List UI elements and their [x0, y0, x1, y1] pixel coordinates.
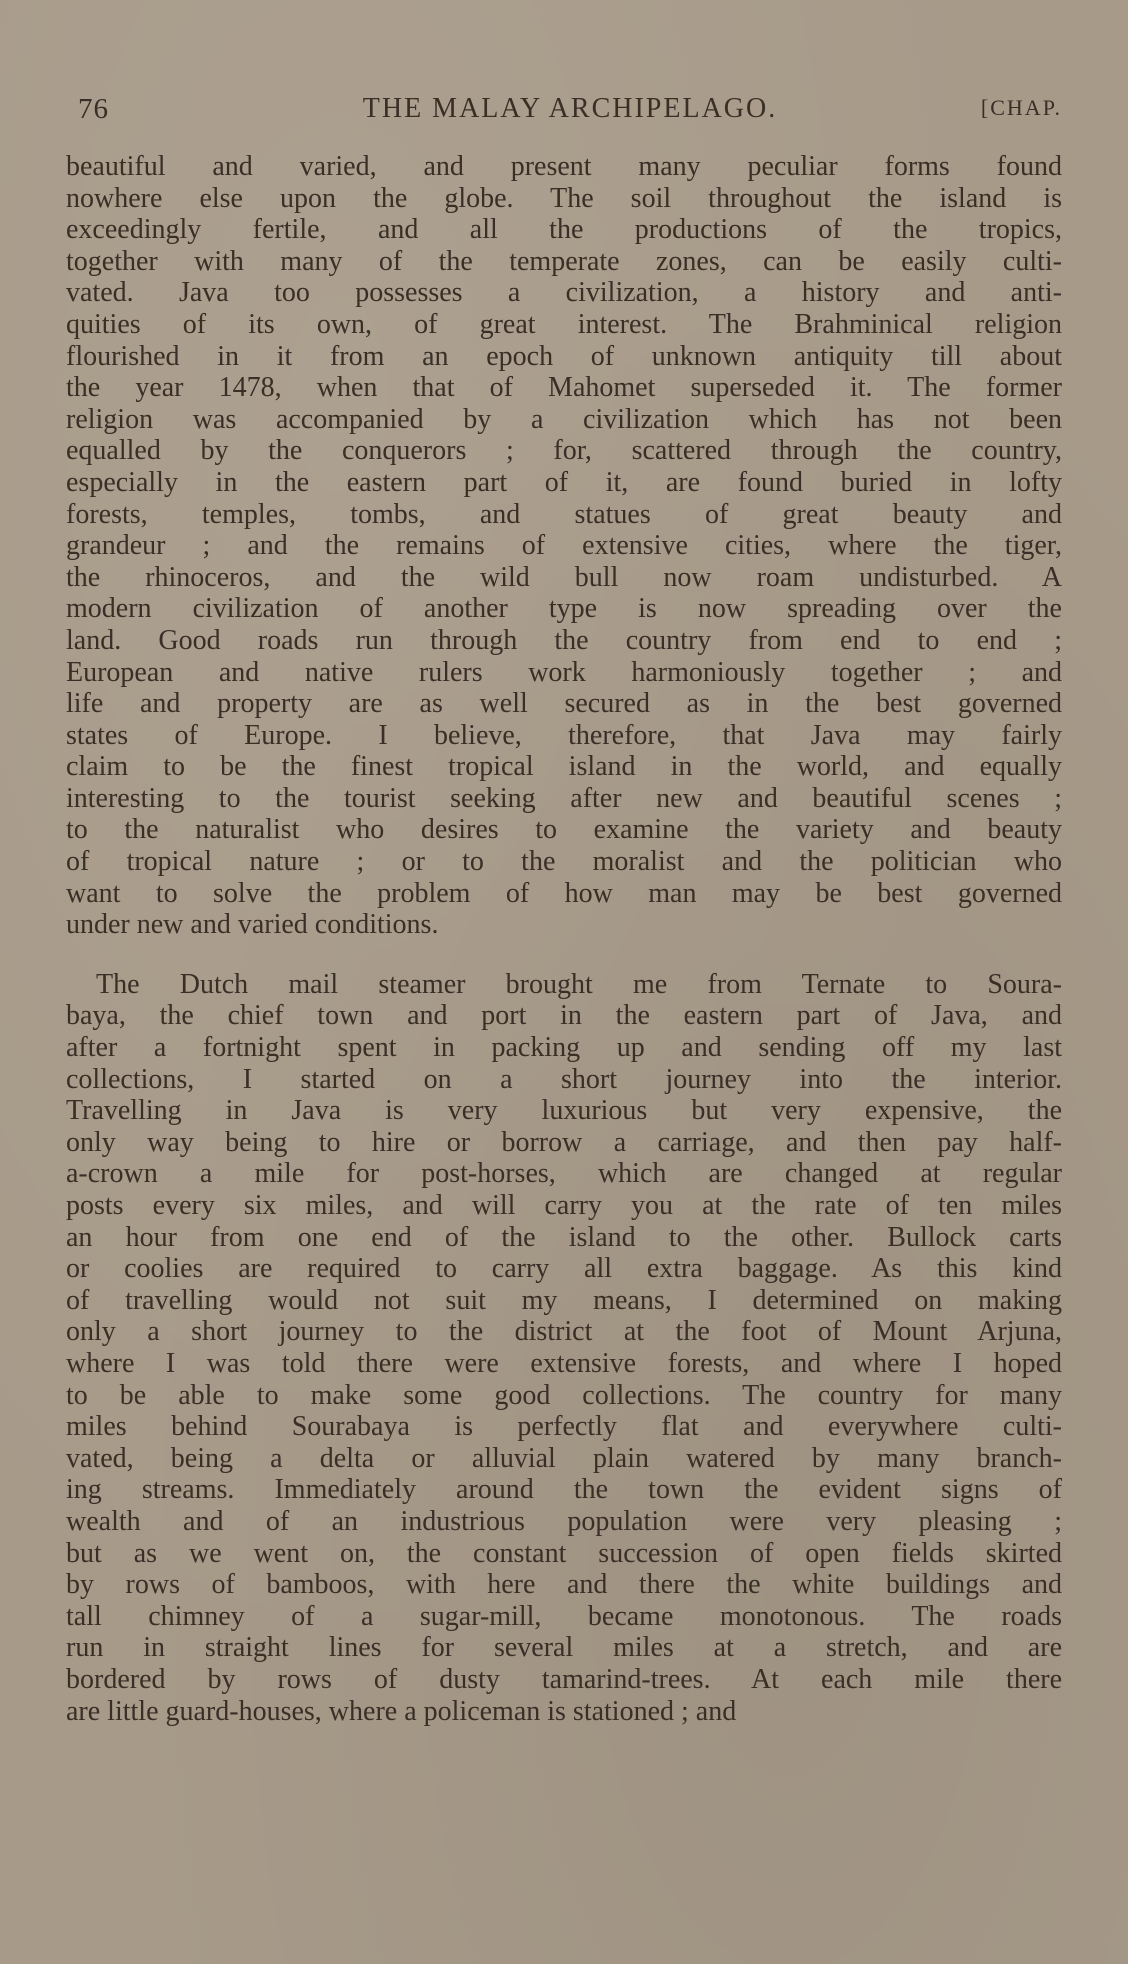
text-line: European and native rulers work harmoniously together ; and	[66, 656, 1062, 688]
text-line: claim to be the finest tropical island in the world, and equally	[66, 751, 1062, 783]
paragraph	[66, 151, 1062, 941]
text-line: grandeur ; and the remains of extensive cities, where the tiger,	[66, 530, 1062, 562]
running-title: THE MALAY ARCHIPELAGO.	[362, 93, 778, 124]
page-number: 76	[78, 93, 109, 125]
text-line: want to solve the problem of how man may be best governed	[66, 877, 1062, 909]
text-line: vated. Java too possesses a civilization, a history and anti-	[66, 277, 1062, 309]
text-line: of tropical nature ; or to the moralist and the politician who	[66, 846, 1062, 878]
text-line: only way being to hire or borrow a carriage, and then pay half-	[66, 1126, 1062, 1158]
text-line: religion was accompanied by a civilization which has not been	[66, 403, 1062, 435]
text-line: The Dutch mail steamer brought me from Ternate to Soura-	[96, 968, 1062, 1000]
text-line: under new and varied conditions.	[66, 909, 439, 941]
text-line: only a short journey to the district at the foot of Mount Arjuna,	[66, 1316, 1062, 1348]
text-line: especially in the eastern part of it, are found buried in lofty	[66, 466, 1062, 498]
text-line: to the naturalist who desires to examine the variety and beauty	[66, 814, 1062, 846]
text-line: exceedingly fertile, and all the productions of the tropics,	[66, 214, 1062, 246]
text-line: modern civilization of another type is now spreading over the	[66, 593, 1062, 625]
text-line: where I was told there were extensive forests, and where I hoped	[66, 1347, 1062, 1379]
page-header	[78, 93, 1062, 137]
paragraph-gap	[66, 941, 1062, 969]
text-line: tall chimney of a sugar-mill, became monotonous. The roads	[66, 1600, 1062, 1632]
text-line: ing streams. Immediately around the town the evident signs of	[66, 1474, 1062, 1506]
text-line: or coolies are required to carry all extra baggage. As this kind	[66, 1253, 1062, 1285]
text-line: quities of its own, of great interest. The Brahminical religion	[66, 308, 1062, 340]
text-line: after a fortnight spent in packing up and sending off my last	[66, 1032, 1062, 1064]
text-line: forests, temples, tombs, and statues of great beauty and	[66, 498, 1062, 530]
text-line: nowhere else upon the globe. The soil throughout the island is	[66, 182, 1062, 214]
text-line: states of Europe. I believe, therefore, that Java may fairly	[66, 719, 1062, 751]
text-line: a-crown a mile for post-horses, which are changed at regular	[66, 1158, 1062, 1190]
text-line: bordered by rows of dusty tamarind-trees. At each mile there	[66, 1663, 1062, 1695]
text-line: vated, being a delta or alluvial plain watered by many branch-	[66, 1442, 1062, 1474]
text-line: collections, I started on a short journey into the interior.	[66, 1063, 1062, 1095]
text-line: an hour from one end of the island to the other. Bullock carts	[66, 1221, 1062, 1253]
text-line: equalled by the conquerors ; for, scattered through the country,	[66, 435, 1062, 467]
text-line: wealth and of an industrious population were very pleasing ;	[66, 1505, 1062, 1537]
text-line: baya, the chief town and port in the eastern part of Java, and	[66, 1000, 1062, 1032]
text-line: beautiful and varied, and present many peculiar forms found	[66, 151, 1062, 182]
text-line: land. Good roads run through the country from end to end ;	[66, 624, 1062, 656]
text-line: miles behind Sourabaya is perfectly flat and everywhere culti-	[66, 1411, 1062, 1443]
text-line: are little guard-houses, where a policeman is stationed ; and	[66, 1695, 737, 1727]
text-line: posts every six miles, and will carry you at the rate of ten miles	[66, 1190, 1062, 1221]
text-line: the rhinoceros, and the wild bull now roam undisturbed. A	[66, 561, 1062, 593]
text-line: by rows of bamboos, with here and there the white buildings and	[66, 1569, 1062, 1601]
chapter-mark: [CHAP.	[980, 95, 1062, 120]
text-line: but as we went on, the constant succession of open fields skirted	[66, 1537, 1062, 1569]
text-line: Travelling in Java is very luxurious but very expensive, the	[66, 1095, 1062, 1127]
text-line: the year 1478, when that of Mahomet superseded it. The former	[66, 372, 1062, 404]
text-line: to be able to make some good collections. The country for many	[66, 1379, 1062, 1411]
text-line: life and property are as well secured as in the best governed	[66, 688, 1062, 720]
paragraph	[66, 969, 1062, 1727]
text-line: together with many of the temperate zones, can be easily culti-	[66, 245, 1062, 277]
text-line: flourished in it from an epoch of unknown antiquity till about	[66, 340, 1062, 372]
text-line: run in straight lines for several miles at a stretch, and are	[66, 1632, 1062, 1664]
text-line: interesting to the tourist seeking after new and beautiful scenes ;	[66, 782, 1062, 814]
body-text	[66, 151, 1062, 1727]
text-line: of travelling would not suit my means, I determined on making	[66, 1284, 1062, 1316]
